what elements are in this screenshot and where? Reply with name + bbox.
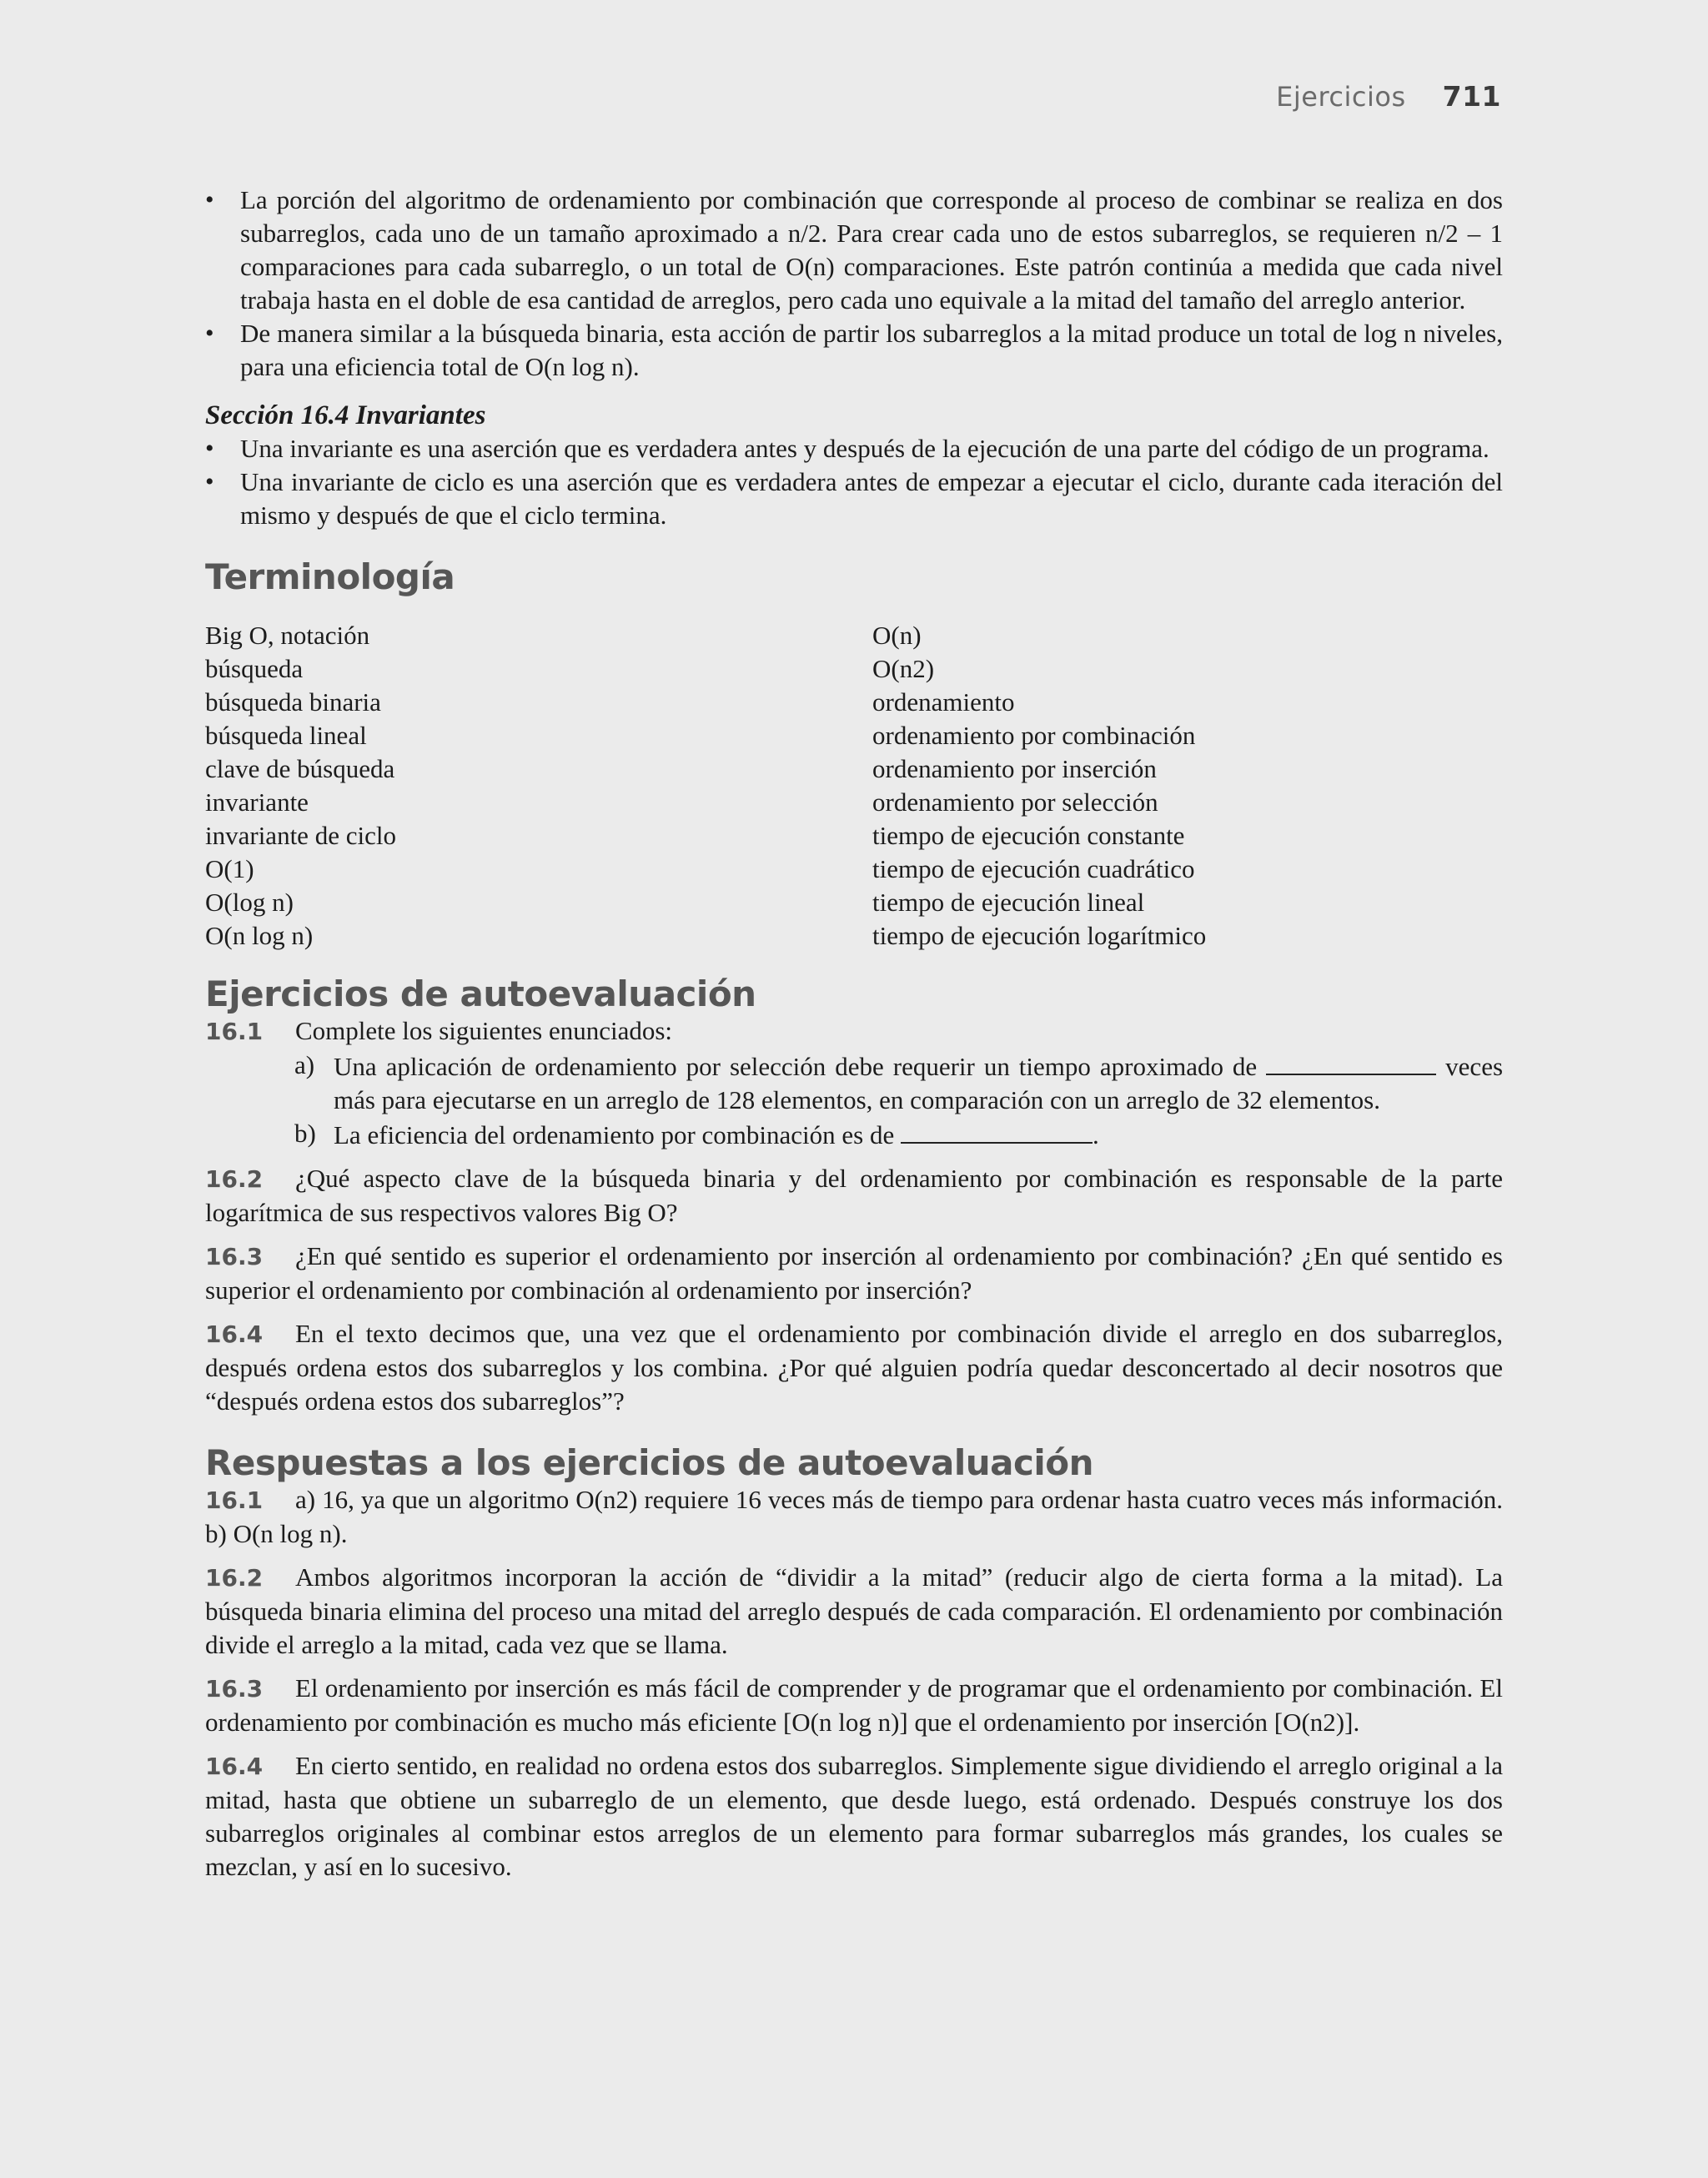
exercise-16-1 (205, 1014, 1503, 1152)
bullet-icon: • (205, 468, 214, 495)
part-text: La eficiencia del ordenamiento por combinación es de (334, 1120, 895, 1149)
answer-16-1 (205, 1483, 1503, 1551)
list-item (205, 465, 1503, 532)
bullet-icon: • (205, 186, 214, 214)
term: ordenamiento por selección (872, 787, 1158, 817)
exercise-text: En el texto decimos que, una vez que el ordenamiento por combinación divide el arreglo en dos subarreglos, después ordena estos dos subarreglos y los combina. ¿Por qué alguien podría quedar desconcertado al decir nosotros que “después ordena estos dos subarreglos”? (205, 1319, 1503, 1416)
answer-number: 16.4 (205, 1753, 264, 1780)
term: tiempo de ejecución logarítmico (872, 921, 1207, 950)
part-label: a) (294, 1050, 315, 1079)
header-section: Ejercicios (1276, 81, 1406, 113)
part-text: Una aplicación de ordenamiento por selección debe requerir un tiempo aproximado de (334, 1052, 1258, 1081)
term: búsqueda lineal (205, 721, 367, 750)
answer-16-3 (205, 1672, 1503, 1739)
answer-16-4 (205, 1749, 1503, 1884)
part-label: b) (294, 1119, 316, 1148)
bullet-text: De manera similar a la búsqueda binaria, esta acción de partir los subarreglos a la mitad produce un total de log n niveles, para una eficiencia total de O(n log n). (240, 319, 1503, 381)
answer-text: El ordenamiento por inserción es más fácil de comprender y de programar que el ordenamiento por combinación. El ordenamiento por combinación es mucho más eficiente [O(n log n)] que el ordenamiento por inserción [O(n2)]. (205, 1673, 1503, 1737)
term: O(n2) (872, 654, 935, 683)
term: invariante (205, 787, 309, 817)
terminology-title: Terminología (205, 556, 455, 597)
term: Big O, notación (205, 621, 370, 650)
terminology-list (205, 619, 1503, 953)
list-item (205, 317, 1503, 384)
page-number: 711 (1442, 80, 1501, 113)
exercise-part-b (205, 1117, 1503, 1152)
bullet-icon: • (205, 435, 214, 462)
terms-right-column (872, 619, 1503, 953)
term: búsqueda binaria (205, 687, 381, 717)
answer-number: 16.2 (205, 1564, 264, 1592)
answer-number: 16.1 (205, 1486, 264, 1514)
answer-text: Ambos algoritmos incorporan la acción de “dividir a la mitad” (reducir algo de cierta forma a la mitad). La búsqueda binaria elimina del proceso una mitad del arreglo después de cada comparación. El ordenamiento por combinación divide el arreglo a la mitad, cada vez que se llama. (205, 1562, 1503, 1659)
terms-left-column (205, 619, 872, 953)
answers-list (205, 1483, 1503, 1884)
bullet-text: La porción del algoritmo de ordenamiento por combinación que corresponde al proceso de combinar se realiza en dos subarreglos, cada uno de un tamaño aproximado a n/2. Para crear cada uno de estos subarreglos, se requieren n/2 – 1 comparaciones para cada subarreglo, o un total de O(n) comparaciones. Este patrón continúa a medida que cada nivel trabaja hasta en el doble de esa cantidad de arreglos, pero cada uno equivale a la mitad del tamaño del arreglo anterior. (240, 185, 1503, 314)
exercise-text: Complete los siguientes enunciados: (295, 1016, 673, 1045)
answer-16-2 (205, 1561, 1503, 1662)
term: búsqueda (205, 654, 304, 683)
list-item (205, 432, 1503, 465)
bullet-icon: • (205, 319, 214, 347)
exercise-number: 16.4 (205, 1320, 264, 1348)
term: tiempo de ejecución lineal (872, 888, 1145, 917)
term: O(n) (872, 621, 922, 650)
self-review-title: Ejercicios de autoevaluación (205, 973, 756, 1014)
exercise-number: 16.2 (205, 1165, 264, 1193)
section-bullets (205, 432, 1503, 532)
summary-bullets (205, 184, 1503, 384)
answer-text: En cierto sentido, en realidad no ordena estos dos subarreglos. Simplemente sigue dividiendo el arreglo original a la mitad, hasta que obtiene un subarreglo de un elemento, que desde luego, está ordenado. Después construye los dos subarreglos originales al combinar estos arreglos de un elemento para formar subarreglos más grandes, los cuales se mezclan, y así en lo sucesivo. (205, 1751, 1503, 1881)
page-body (205, 184, 1503, 1884)
part-end: . (1093, 1120, 1099, 1149)
answer-blank[interactable] (1266, 1049, 1436, 1075)
term: O(1) (205, 854, 254, 883)
answers-title: Respuestas a los ejercicios de autoevaluación (205, 1442, 1094, 1483)
exercise-16-3 (205, 1240, 1503, 1307)
answer-number: 16.3 (205, 1675, 264, 1703)
term: ordenamiento (872, 687, 1015, 717)
running-header (1276, 80, 1501, 113)
exercise-16-2 (205, 1162, 1503, 1230)
exercise-text: ¿Qué aspecto clave de la búsqueda binaria y del ordenamiento por combinación es responsable de la parte logarítmica de sus respectivos valores Big O? (205, 1164, 1503, 1227)
term: O(n log n) (205, 921, 314, 950)
term: clave de búsqueda (205, 754, 395, 783)
self-review-exercises (205, 1014, 1503, 1418)
term: tiempo de ejecución cuadrático (872, 854, 1195, 883)
bullet-text: Una invariante es una aserción que es verdadera antes y después de la ejecución de una parte del código de un programa. (240, 434, 1489, 463)
section-heading: Sección 16.4 Invariantes (205, 400, 486, 430)
term: ordenamiento por combinación (872, 721, 1196, 750)
list-item (205, 184, 1503, 317)
term: ordenamiento por inserción (872, 754, 1157, 783)
exercise-16-4 (205, 1317, 1503, 1418)
term: invariante de ciclo (205, 821, 396, 850)
part-text-continued: veces más para ejecutarse en un arreglo de 128 elementos, en comparación con un arreglo de 32 elementos. (334, 1052, 1504, 1114)
exercise-number: 16.1 (205, 1018, 264, 1045)
exercise-part-a (205, 1049, 1503, 1117)
answer-blank[interactable] (901, 1117, 1093, 1144)
exercise-text: ¿En qué sentido es superior el ordenamiento por inserción al ordenamiento por combinación? ¿En qué sentido es superior el ordenamiento por combinación al ordenamiento por inserción? (205, 1241, 1503, 1305)
term: O(log n) (205, 888, 294, 917)
exercise-number: 16.3 (205, 1243, 264, 1270)
term: tiempo de ejecución constante (872, 821, 1185, 850)
answer-text: a) 16, ya que un algoritmo O(n2) requiere 16 veces más de tiempo para ordenar hasta cuatro veces más información. b) O(n log n). (205, 1485, 1503, 1548)
bullet-text: Una invariante de ciclo es una aserción que es verdadera antes de empezar a ejecutar el ciclo, durante cada iteración del mismo y después de que el ciclo termina. (240, 467, 1503, 530)
